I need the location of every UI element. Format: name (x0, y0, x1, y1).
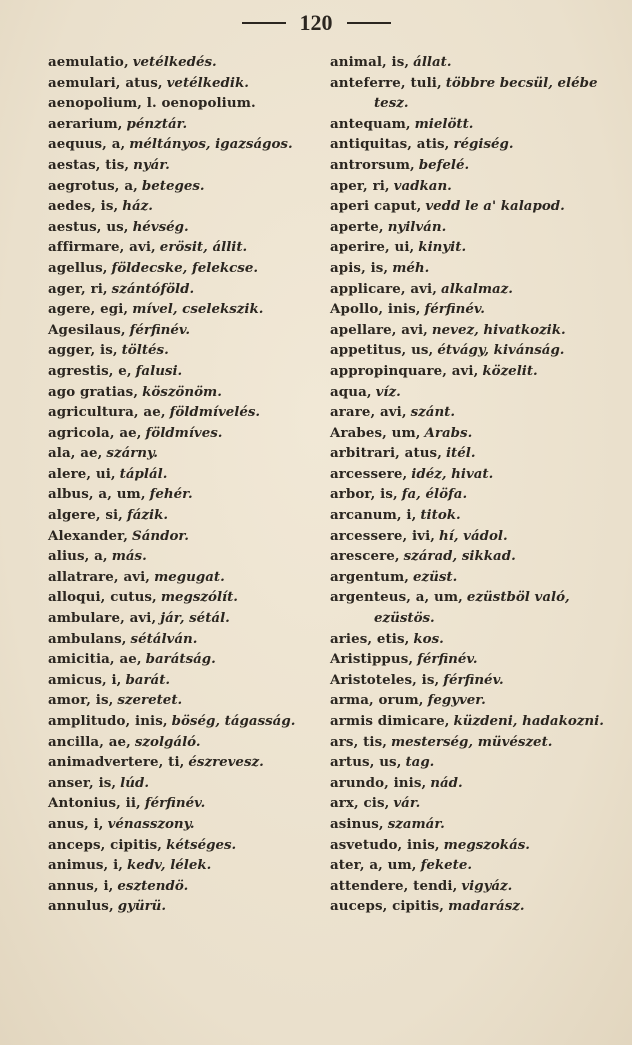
dictionary-entry (330, 176, 626, 197)
entry-translation: Sándor. (132, 527, 189, 544)
entry-headword: albus, a, um, (48, 486, 146, 503)
entry-headword: arbor, is, (330, 486, 398, 503)
entry-translation: fegyver. (427, 692, 486, 709)
dictionary-entry (48, 814, 310, 835)
entry-translation: vadkan. (393, 177, 452, 194)
entry-translation: megszólít. (160, 589, 238, 606)
entry-headword: attendere, tendi, (330, 877, 458, 894)
entry-translation: befelé. (418, 156, 470, 173)
dictionary-entry (48, 320, 310, 341)
dictionary-entry (330, 546, 626, 567)
entry-translation: barát. (125, 671, 171, 688)
entry-translation: nevez, hivatkozik. (431, 321, 566, 338)
entry-translation: étvágy, kivánság. (437, 342, 565, 359)
entry-translation: itél. (445, 445, 476, 462)
dictionary-entry (48, 299, 310, 320)
entry-headword: agellus, (48, 259, 108, 276)
dictionary-entry (48, 237, 310, 258)
dictionary-entry (48, 546, 310, 567)
entry-translation: fa, élöfa. (401, 486, 468, 503)
entry-translation: madarász. (448, 898, 525, 915)
entry-headword: asvetudo, inis, (330, 836, 440, 853)
entry-translation: erösit, állit. (159, 239, 248, 256)
dictionary-entry (48, 176, 310, 197)
dictionary-entry (330, 237, 626, 258)
entry-headword: amicitia, ae, (48, 651, 142, 668)
dictionary-entry (48, 587, 310, 608)
entry-headword: alius, a, (48, 548, 108, 565)
entry-translation: barátság. (145, 651, 216, 668)
entry-headword: arbitrari, atus, (330, 445, 442, 462)
entry-translation: fázik. (126, 507, 169, 524)
dictionary-entry (330, 711, 626, 732)
entry-headword: arcessere, (330, 465, 408, 482)
dictionary-entry (330, 73, 626, 94)
entry-headword: annulus, (48, 898, 114, 915)
entry-translation: szánt. (410, 404, 456, 421)
dictionary-entry (330, 484, 626, 505)
entry-headword: anser, is, (48, 774, 117, 791)
dictionary-entry (48, 93, 310, 114)
dictionary-entry (330, 299, 626, 320)
dictionary-entry (330, 443, 626, 464)
entry-headword: aperte, (330, 218, 384, 235)
entry-translation: megszokás. (443, 836, 530, 853)
entry-headword: Agesilaus, (48, 321, 126, 338)
entry-headword: Antonius, ii, (48, 795, 141, 812)
entry-headword: Aristoteles, is, (330, 671, 440, 688)
dictionary-entry (330, 258, 626, 279)
entry-translation: férfinév. (424, 301, 485, 318)
dictionary-entry (330, 526, 626, 547)
dictionary-entry (48, 217, 310, 238)
entry-translation: állat. (413, 54, 452, 70)
dictionary-entry (330, 196, 626, 217)
entry-translation: mível, cselekszik. (132, 301, 264, 318)
dictionary-entry (48, 711, 310, 732)
entry-translation: böség, tágasság. (171, 713, 296, 729)
dictionary-entry (48, 876, 310, 897)
dictionary-entry (48, 361, 310, 382)
entry-translation: ház. (122, 198, 153, 215)
entry-headword: antequam, (330, 115, 411, 132)
entry-translation: gyürü. (117, 898, 167, 915)
dictionary-entry (48, 196, 310, 217)
entry-translation: szántóföld. (111, 280, 195, 297)
entry-translation: vénasszony. (107, 815, 195, 832)
entry-translation: nád. (430, 774, 463, 791)
entry-translation: hévség. (132, 218, 189, 235)
entry-headword: anceps, cipitis, (48, 836, 163, 853)
entry-headword: arundo, inis, (330, 774, 427, 791)
entry-headword: aedes, is, (48, 198, 119, 215)
dictionary-entry (48, 567, 310, 588)
dictionary-entry (48, 855, 310, 876)
dictionary-entry (48, 793, 310, 814)
entry-headword: aries, etis, (330, 630, 410, 647)
entry-translation: vigyáz. (461, 877, 513, 894)
dictionary-entry (48, 340, 310, 361)
dictionary-entry (48, 382, 310, 403)
entry-translation: köszönöm. (142, 383, 222, 400)
dictionary-entry (330, 752, 626, 773)
entry-translation: sétálván. (130, 630, 198, 647)
dictionary-entry (330, 402, 626, 423)
entry-headword: aemulatio, (48, 54, 129, 70)
entry-headword: arescere, (330, 548, 400, 565)
dictionary-entry (48, 835, 310, 856)
entry-headword: arare, avi, (330, 404, 407, 421)
entry-translation: tag. (405, 754, 435, 771)
entry-translation: hí, vádol. (439, 527, 508, 544)
dictionary-entry (48, 752, 310, 773)
entry-headword: ala, ae, (48, 445, 103, 462)
dictionary-entry (330, 690, 626, 711)
dictionary-entry (330, 587, 626, 608)
entry-translation: szamár. (387, 815, 445, 832)
entry-headword: agrestis, e, (48, 362, 132, 379)
entry-translation: férfinév. (443, 671, 504, 688)
entry-translation: szárad, sikkad. (403, 548, 516, 565)
entry-headword: agger, is, (48, 342, 118, 359)
dictionary-entry (330, 320, 626, 341)
entry-translation: észrevesz. (188, 754, 264, 771)
entry-headword: arma, orum, (330, 692, 424, 709)
dictionary-entry (48, 443, 310, 464)
entry-headword: appropinquare, avi, (330, 362, 479, 379)
entry-translation: falusi. (135, 362, 183, 379)
dictionary-entry (330, 464, 626, 485)
entry-headword: animadvertere, ti, (48, 754, 185, 771)
entry-headword: alere, ui, (48, 465, 116, 482)
dictionary-entry (48, 896, 310, 917)
dictionary-entry (48, 134, 310, 155)
entry-translation: esztendö. (117, 877, 189, 894)
dictionary-entry (48, 773, 310, 794)
entry-headword: ambulans, (48, 630, 127, 647)
entry-translation: kétséges. (166, 836, 237, 853)
right-column (330, 52, 626, 917)
entry-headword: agricultura, ae, (48, 404, 166, 421)
dictionary-entry (330, 855, 626, 876)
entry-translation: kedv, lélek. (127, 857, 212, 874)
entry-translation: kos. (413, 630, 444, 647)
entry-headword: appetitus, us, (330, 342, 434, 359)
entry-headword: amor, is, (48, 692, 114, 709)
entry-translation: szeretet. (117, 692, 183, 709)
dictionary-entry (330, 732, 626, 753)
page-number: 120 (299, 10, 333, 35)
entry-translation: szolgáló. (134, 733, 201, 750)
dictionary-entry (330, 876, 626, 897)
entry-headword: argentum, (330, 568, 410, 585)
entry-headword: alloqui, cutus, (48, 589, 157, 606)
dictionary-entry (48, 423, 310, 444)
entry-headword: affirmare, avi, (48, 239, 156, 256)
dictionary-entry (330, 835, 626, 856)
entry-translation: méh. (392, 259, 430, 276)
entry-translation: mielött. (414, 115, 474, 132)
dictionary-entry (330, 134, 626, 155)
entry-headword: aestus, us, (48, 218, 129, 235)
entry-headword: Apollo, inis, (330, 301, 421, 318)
entry-headword: antrorsum, (330, 156, 415, 173)
dictionary-entry (48, 279, 310, 300)
dictionary-entry (330, 629, 626, 650)
entry-translation: földmíves. (145, 424, 223, 441)
entry-headword: Arabes, um, (330, 424, 421, 441)
entry-headword: ater, a, um, (330, 857, 417, 874)
dictionary-entry (48, 670, 310, 691)
entry-headword: artus, us, (330, 754, 402, 771)
entry-headword: applicare, avi, (330, 280, 438, 297)
entry-translation: jár, sétál. (160, 610, 230, 627)
entry-headword: antiquitas, atis, (330, 136, 450, 153)
entry-headword: aqua, (330, 383, 372, 400)
entry-headword: aequus, a, (48, 136, 126, 153)
dictionary-entry (330, 361, 626, 382)
dictionary-entry (48, 258, 310, 279)
dictionary-entry (48, 484, 310, 505)
entry-headword: ago gratias, (48, 383, 139, 400)
entry-headword: agere, egi, (48, 301, 129, 318)
entry-translation: régiség. (453, 136, 514, 153)
dictionary-entry (48, 690, 310, 711)
entry-translation: víz. (375, 383, 401, 400)
dictionary-entry (330, 423, 626, 444)
dictionary-entry (330, 814, 626, 835)
dictionary-entry (48, 629, 310, 650)
dictionary-entry (330, 279, 626, 300)
dictionary-entry (48, 402, 310, 423)
entry-headword: amicus, i, (48, 671, 122, 688)
entry-headword: arx, cis, (330, 795, 390, 812)
entry-translation: vár. (393, 795, 421, 812)
entry-translation: küzdeni, hadakozni. (453, 713, 604, 729)
entry-translation: táplál. (119, 465, 168, 482)
entry-headword: animal, is, (330, 54, 410, 70)
entry-translation: Arabs. (424, 424, 473, 441)
entry-translation: földecske, felekcse. (111, 259, 258, 276)
dictionary-entry (330, 649, 626, 670)
entry-translation: fehér. (149, 486, 193, 503)
entry-translation: férfinév. (144, 795, 206, 812)
dictionary-entry (48, 73, 310, 94)
entry-headword: ambulare, avi, (48, 610, 157, 627)
dictionary-entry (330, 773, 626, 794)
entry-headword: ager, ri, (48, 280, 108, 297)
dictionary-entry (48, 732, 310, 753)
dictionary-entry (48, 505, 310, 526)
entry-translation: fekete. (420, 857, 473, 874)
entry-headword: apellare, avi, (330, 321, 428, 338)
dictionary-entry (330, 155, 626, 176)
dictionary-entry (48, 608, 310, 629)
entry-headword: amplitudo, inis, (48, 713, 168, 729)
entry-translation: közelit. (482, 362, 538, 379)
entry-translation: ezüst. (413, 568, 458, 585)
entry-translation: nyár. (133, 156, 170, 173)
entry-translation: többre becsül, elébe (445, 74, 598, 91)
dictionary-entry (330, 340, 626, 361)
entry-headword: aper, ri, (330, 177, 390, 194)
page-header (0, 8, 632, 38)
entry-translation: vedd le a' kalapod. (425, 198, 565, 215)
entry-headword: anteferre, tuli, (330, 74, 442, 91)
dictionary-entry (330, 114, 626, 135)
entry-headword: armis dimicare, (330, 713, 450, 729)
entry-translation: ezüstböl való, (466, 589, 570, 606)
dictionary-entry (48, 114, 310, 135)
entry-headword: arcessere, ivi, (330, 527, 436, 544)
entry-translation: ezüstös. (374, 610, 435, 627)
entry-translation: férfinév. (129, 321, 191, 338)
dictionary-entry (48, 52, 310, 73)
entry-headword: annus, i, (48, 877, 114, 894)
entry-headword: ars, tis, (330, 733, 387, 750)
entry-headword: animus, i, (48, 857, 124, 874)
entry-translation: alkalmaz. (441, 280, 513, 297)
entry-translation: pénztár. (126, 115, 188, 132)
entry-translation: férfinév. (417, 651, 478, 668)
entry-translation: beteges. (141, 177, 205, 194)
dictionary-entry (48, 649, 310, 670)
entry-translation: szárny. (106, 445, 158, 462)
entry-translation: megugat. (154, 568, 225, 585)
dictionary-entry (48, 155, 310, 176)
entry-headword: allatrare, avi, (48, 568, 151, 585)
entry-headword: argenteus, a, um, (330, 589, 463, 606)
entry-headword: anus, i, (48, 815, 104, 832)
entry-translation: vetélkedik. (166, 74, 249, 91)
entry-translation: mesterség, müvészet. (390, 733, 553, 750)
entry-headword: agricola, ae, (48, 424, 142, 441)
dictionary-entry (330, 505, 626, 526)
dictionary-entry (48, 526, 310, 547)
entry-headword: aerarium, (48, 115, 123, 132)
dictionary-entry (330, 608, 626, 629)
header-rule-right (347, 22, 391, 24)
entry-translation: kinyit. (418, 239, 467, 256)
entry-translation: töltés. (121, 342, 169, 359)
entry-headword: aegrotus, a, (48, 177, 138, 194)
dictionary-entry (330, 793, 626, 814)
entry-headword: arcanum, i, (330, 507, 417, 524)
entry-translation: vetélkedés. (132, 54, 217, 70)
dictionary-entry (48, 464, 310, 485)
entry-headword: auceps, cipitis, (330, 898, 445, 915)
entry-translation: tesz. (374, 95, 409, 112)
entry-translation: földmívelés. (169, 404, 261, 421)
entry-headword: ancilla, ae, (48, 733, 131, 750)
entry-headword: aperire, ui, (330, 239, 415, 256)
entry-translation: idéz, hivat. (411, 465, 494, 482)
dictionary-entry (330, 382, 626, 403)
dictionary-entry (330, 896, 626, 917)
dictionary-entry (330, 217, 626, 238)
dictionary-entry (330, 567, 626, 588)
entry-headword: aenopolium, l. oenopolium. (48, 95, 256, 112)
entry-headword: apis, is, (330, 259, 389, 276)
dictionary-entry (330, 93, 626, 114)
entry-headword: aestas, tis, (48, 156, 130, 173)
entry-translation: lúd. (120, 774, 150, 791)
dictionary-entry (330, 52, 626, 73)
entry-headword: aperi caput, (330, 198, 422, 215)
entry-headword: algere, si, (48, 507, 123, 524)
entry-headword: Alexander, (48, 527, 129, 544)
entry-translation: más. (111, 548, 147, 565)
header-rule-left (242, 22, 286, 24)
dictionary-entry (330, 670, 626, 691)
entry-translation: nyilván. (387, 218, 447, 235)
left-column (48, 52, 310, 917)
entry-translation: méltányos, igazságos. (129, 136, 293, 153)
entry-headword: asinus, (330, 815, 384, 832)
entry-headword: Aristippus, (330, 651, 414, 668)
entry-translation: titok. (420, 507, 461, 524)
entry-headword: aemulari, atus, (48, 74, 163, 91)
